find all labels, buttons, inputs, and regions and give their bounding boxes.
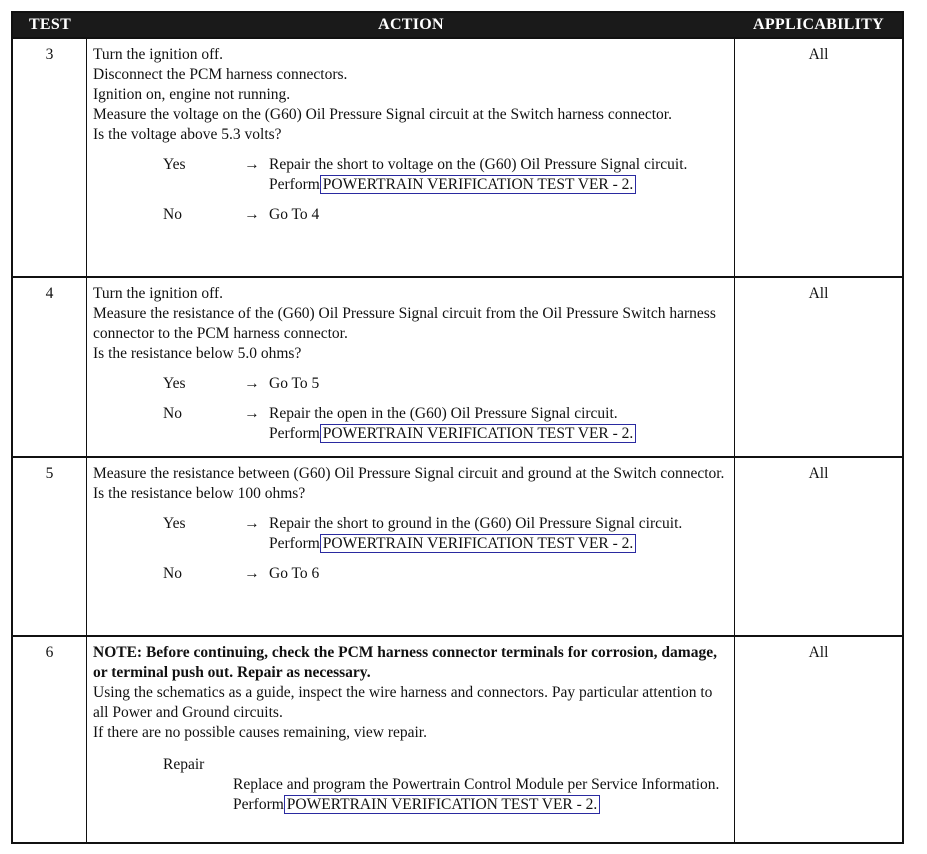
verification-test-link[interactable]: POWERTRAIN VERIFICATION TEST VER - 2. [320,424,637,443]
test-number: 4 [13,278,87,456]
no-text: Go To 4 [269,206,320,223]
yes-text: Go To 5 [269,375,320,392]
no-text: Go To 6 [269,565,320,582]
right-arrow-icon: → [244,156,260,173]
yes-result [93,155,730,195]
action-step: Measure the resistance between (G60) Oil Pressure Signal circuit and ground at the Switch connector. [93,465,725,482]
table-row [13,276,902,456]
yes-label: Yes [163,156,186,173]
header-applicability: APPLICABILITY [752,16,885,33]
header-test: TEST [28,16,72,33]
no-result [93,404,730,444]
action-cell [87,458,735,635]
perform-label: Perform [269,176,320,193]
test-number: 6 [13,637,87,842]
right-arrow-icon: → [244,565,260,582]
action-question: Is the resistance below 5.0 ohms? [93,345,302,362]
yes-text: Repair the short to voltage on the (G60) Oil Pressure Signal circuit. [269,156,688,173]
note-text: NOTE: Before continuing, check the PCM harness connector terminals for corrosion, damage, or terminal push out. Repair as necessary. [93,644,721,681]
no-label: No [163,565,182,582]
right-arrow-icon: → [244,375,260,392]
table-row [13,456,902,635]
yes-result [93,514,730,554]
right-arrow-icon: → [244,515,260,532]
action-step: Disconnect the PCM harness connectors. [93,66,348,83]
applicability: All [808,285,829,302]
action-step: If there are no possible causes remaining, view repair. [93,724,427,741]
repair-text: Replace and program the Powertrain Control Module per Service Information. [233,776,720,793]
right-arrow-icon: → [244,206,260,223]
right-arrow-icon: → [244,405,260,422]
action-step: Turn the ignition off. [93,46,224,63]
diagnostic-table [11,11,904,844]
action-question: Is the resistance below 100 ohms? [93,485,306,502]
yes-result [93,374,730,394]
action-step: Measure the resistance of the (G60) Oil Pressure Signal circuit from the Oil Pressure Switch harness connector to the PCM harness connector. [93,305,720,342]
perform-label: Perform [269,425,320,442]
test-number: 5 [13,458,87,635]
verification-test-link[interactable]: POWERTRAIN VERIFICATION TEST VER - 2. [320,175,637,194]
repair-label: Repair [163,756,205,773]
action-step: Turn the ignition off. [93,285,224,302]
yes-label: Yes [163,515,186,532]
no-result [93,564,730,584]
table-row [13,635,902,842]
action-cell [87,39,735,276]
action-cell [87,637,735,842]
table-header [13,13,902,37]
header-action: ACTION [378,16,444,33]
action-step: Measure the voltage on the (G60) Oil Pressure Signal circuit at the Switch harness connector. [93,106,672,123]
applicability: All [808,465,829,482]
table-row [13,37,902,276]
no-label: No [163,206,182,223]
applicability: All [808,644,829,661]
action-step: Ignition on, engine not running. [93,86,291,103]
perform-label: Perform [233,796,284,813]
verification-test-link[interactable]: POWERTRAIN VERIFICATION TEST VER - 2. [284,795,601,814]
perform-label: Perform [269,535,320,552]
no-text: Repair the open in the (G60) Oil Pressure Signal circuit. [269,405,618,422]
verification-test-link[interactable]: POWERTRAIN VERIFICATION TEST VER - 2. [320,534,637,553]
action-step: Using the schematics as a guide, inspect the wire harness and connectors. Pay particular attention to all Power and Ground circuits. [93,684,717,721]
repair-block [93,775,730,815]
test-number: 3 [13,39,87,276]
no-label: No [163,405,182,422]
action-cell [87,278,735,456]
action-question: Is the voltage above 5.3 volts? [93,126,282,143]
applicability: All [808,46,829,63]
yes-label: Yes [163,375,186,392]
yes-text: Repair the short to ground in the (G60) Oil Pressure Signal circuit. [269,515,683,532]
no-result [93,205,730,225]
